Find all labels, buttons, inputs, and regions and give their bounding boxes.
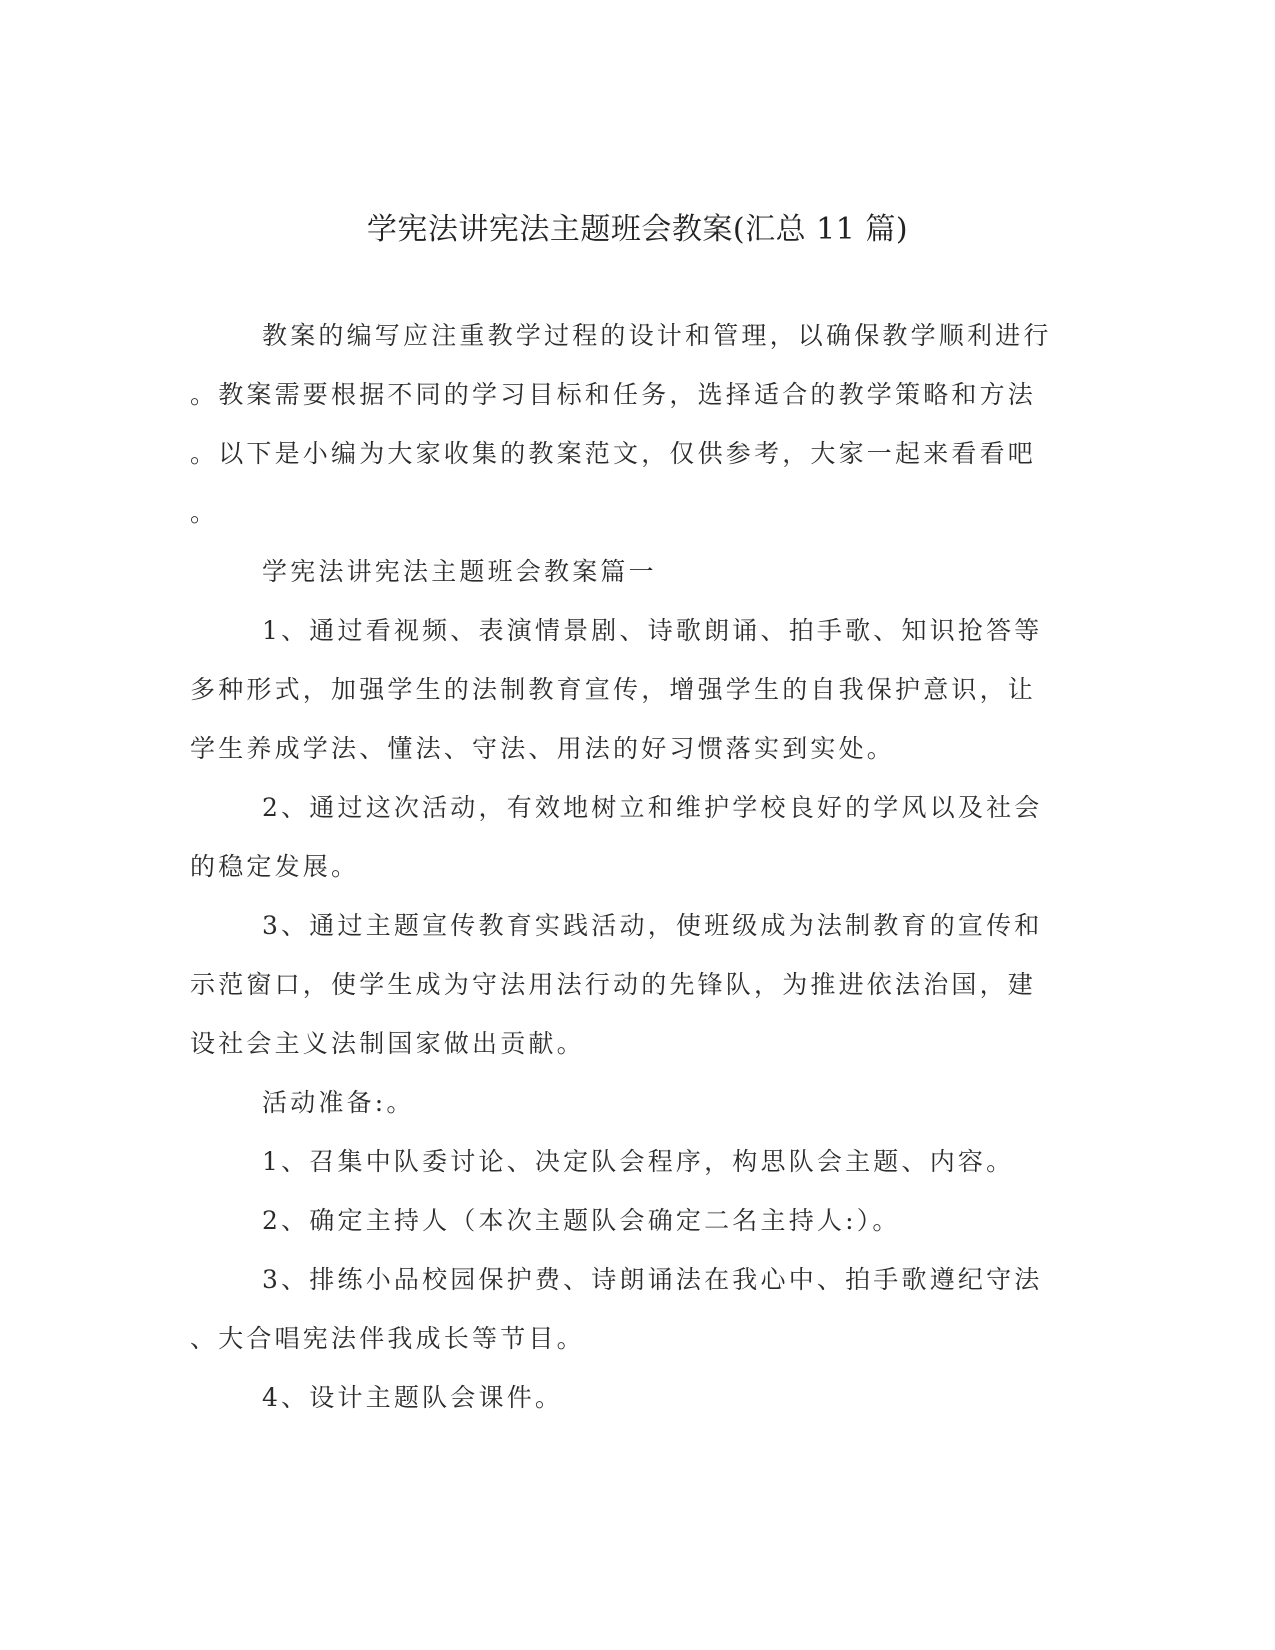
paragraph-line: 设社会主义法制国家做出贡献。 <box>190 1029 585 1058</box>
paragraph-line: 1、召集中队委讨论、决定队会程序，构思队会主题、内容。 <box>262 1147 1015 1176</box>
paragraph-line: 2、通过这次活动，有效地树立和维护学校良好的学风以及社会 <box>262 793 1043 822</box>
paragraph-line: 示范窗口，使学生成为守法用法行动的先锋队，为推进依法治国，建 <box>190 970 1037 999</box>
paragraph-line: 的稳定发展。 <box>190 852 360 881</box>
paragraph-line: 4、设计主题队会课件。 <box>262 1383 564 1412</box>
paragraph-line: 多种形式，加强学生的法制教育宣传，增强学生的自我保护意识，让 <box>190 675 1037 704</box>
section-heading: 学宪法讲宪法主题班会教案篇一 <box>262 557 657 586</box>
document-title: 学宪法讲宪法主题班会教案(汇总 11 篇) <box>366 212 909 247</box>
paragraph-line: 2、确定主持人（本次主题队会确定二名主持人:）。 <box>262 1206 901 1235</box>
paragraph-line: 。教案需要根据不同的学习目标和任务，选择适合的教学策略和方法 <box>190 380 1037 409</box>
paragraph-line: 3、通过主题宣传教育实践活动，使班级成为法制教育的宣传和 <box>262 911 1043 940</box>
paragraph-line: 活动准备:。 <box>262 1088 415 1117</box>
paragraph-line: 。以下是小编为大家收集的教案范文，仅供参考，大家一起来看看吧 <box>190 439 1037 468</box>
paragraph-line: 学生养成学法、懂法、守法、用法的好习惯落实到实处。 <box>190 734 896 763</box>
paragraph-line: 。 <box>190 498 219 527</box>
paragraph-line: 1、通过看视频、表演情景剧、诗歌朗诵、拍手歌、知识抢答等 <box>262 616 1043 645</box>
paragraph-line: 教案的编写应注重教学过程的设计和管理，以确保教学顺利进行 <box>262 321 1052 350</box>
paragraph-line: 、大合唱宪法伴我成长等节目。 <box>190 1324 585 1353</box>
paragraph-line: 3、排练小品校园保护费、诗朗诵法在我心中、拍手歌遵纪守法 <box>262 1265 1043 1294</box>
